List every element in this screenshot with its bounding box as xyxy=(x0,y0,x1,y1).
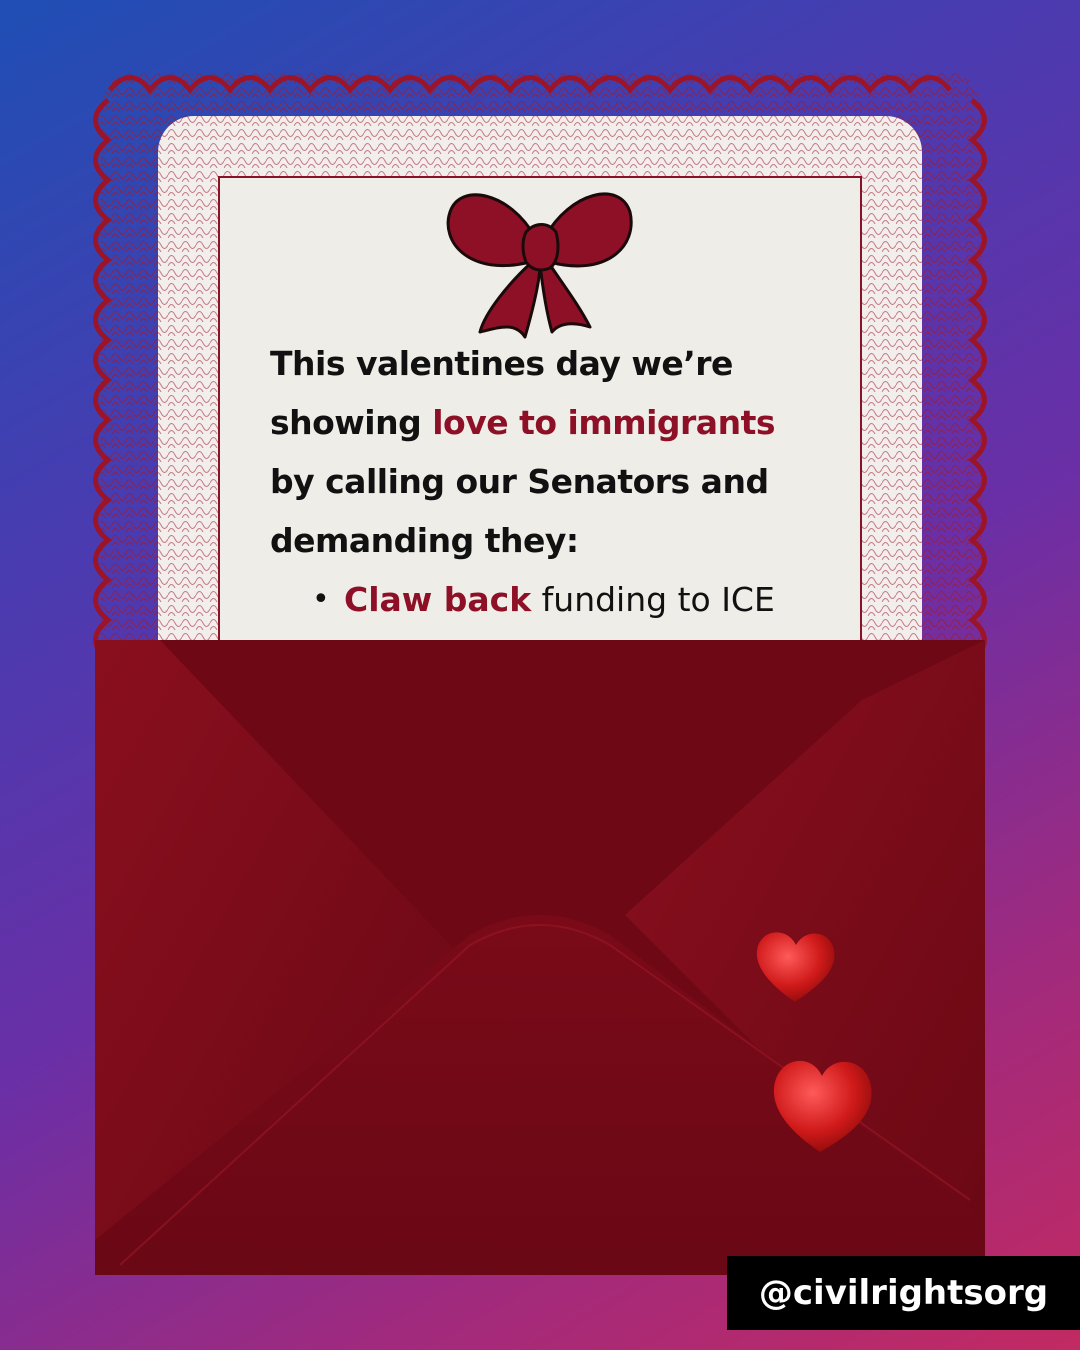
bullet-icon: • xyxy=(312,582,330,617)
message-line-3: by calling our Senators and xyxy=(270,462,769,501)
social-handle-badge: @civilrightsorg xyxy=(727,1256,1080,1330)
demand-1-strong: Claw back xyxy=(344,580,532,619)
demand-1-text: funding to ICE xyxy=(531,580,775,619)
message-line-4: demanding they: xyxy=(270,521,579,560)
love-to-immigrants-highlight: love to immigrants xyxy=(432,403,775,442)
message-line-2-prefix: showing xyxy=(270,403,433,442)
message-line-1: This valentines day we’re xyxy=(270,344,733,383)
